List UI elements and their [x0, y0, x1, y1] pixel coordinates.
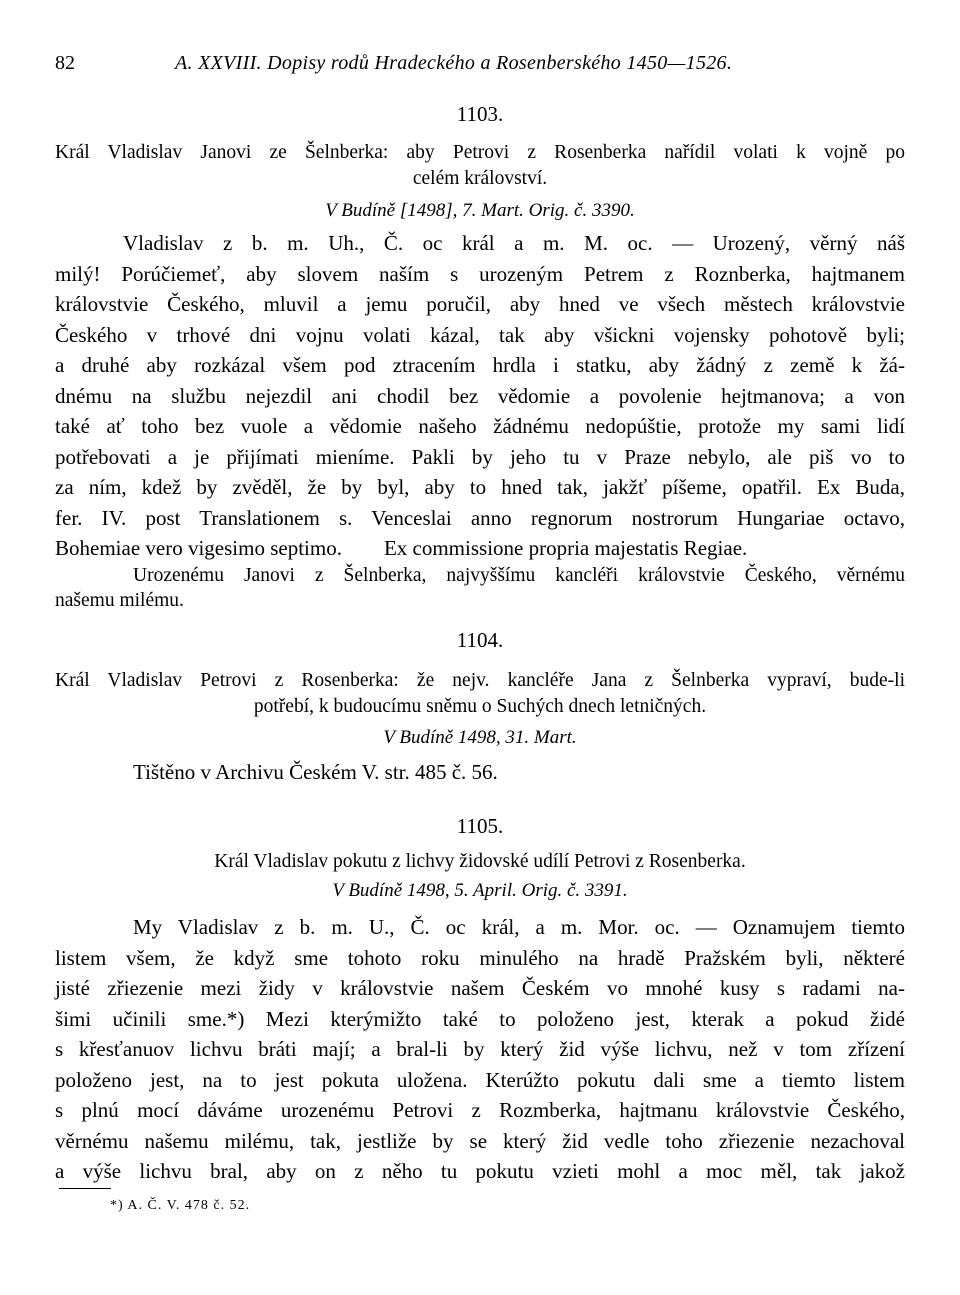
- body-line: s plnú mocí dáváme urozenému Petrovi z Rozmberka, hajtmanu královstvie Českého,: [55, 1098, 905, 1122]
- body-1103: [55, 228, 905, 564]
- date-1105: V Budíně 1498, 5. April. Orig. č. 3391.: [332, 880, 628, 901]
- date-1103: V Budíně [1498], 7. Mart. Orig. č. 3390.: [325, 200, 635, 221]
- body-line: jisté zřiezenie mezi židy v královstvie našem Českém vo mnohé kusy s radami na-: [55, 976, 905, 1000]
- address-1103: [55, 563, 905, 613]
- address-line: našemu milému.: [55, 590, 184, 611]
- body-line: také ať toho bez vuole a vědomie našeho žádnému nedopúštie, protože my sami lidí: [55, 414, 905, 438]
- page-number: 82: [55, 52, 75, 74]
- date-1104: V Budíně 1498, 31. Mart.: [383, 727, 577, 748]
- regest-line: potřebí, k budoucímu sněmu o Suchých dnech letničných.: [253, 696, 707, 717]
- entry-number-1103: 1103.: [456, 102, 504, 126]
- body-line: a druhé aby rozkázal všem pod ztracením hrdla i statku, aby žádný z země k žá-: [55, 353, 905, 377]
- body-line: fer. IV. post Translationem s. Venceslai anno regnorum nostrorum Hungariae octavo,: [55, 505, 905, 530]
- regest-1105: Král Vladislav pokutu z lichvy židovské udílí Petrovi z Rosenberka.: [214, 851, 746, 872]
- address-line: Urozenému Janovi z Šelnberka, najvyššímu kancléři královstvie Českého, věrnému: [133, 565, 905, 586]
- body-line: Vladislav z b. m. Uh., Č. oc král a m. M. oc. — Urozený, věrný náš: [123, 231, 905, 255]
- body-line: potřebovati a je přijímati mieníme. Pakli by jeho tu v Praze nebylo, ale piš vo to: [55, 444, 905, 469]
- body-1105: [55, 912, 905, 1187]
- footnote-rule: [59, 1188, 111, 1189]
- regest-line: celém království.: [412, 168, 548, 189]
- body-line: milý! Porúčiemeť, aby slovem naším s urozeným Petrem z Roznberka, hajtmanem: [55, 261, 905, 286]
- running-title: A. XXVIII. Dopisy rodů Hradeckého a Rosenberského 1450—1526.: [175, 52, 733, 74]
- body-line: královstvie Českého, mluvil a jemu poručil, aby hned ve všech městech královstvie: [55, 292, 905, 316]
- body-line: dnému na službu nejezdil ani chodil bez vědomie a povolenie hejtmanova; a von: [55, 383, 905, 408]
- body-line: Českého v trhové dni vojnu volati kázal, tak aby všickni vojensky pohotově byli;: [55, 322, 905, 347]
- print-reference-1104: Tištěno v Archivu Českém V. str. 485 č. 56.: [133, 760, 498, 784]
- body-line: Bohemiae vero vigesimo septimo. Ex commissione propria majestatis Regiae.: [55, 536, 748, 560]
- footnote: *) A. Č. V. 478 č. 52.: [110, 1198, 251, 1213]
- body-line: s křesťanuov lichvu bráti mají; a bral-li by který žid výše lichvu, než v tom zřízení: [55, 1037, 905, 1061]
- regest-line: Král Vladislav Petrovi z Rosenberka: že nejv. kancléře Jana z Šelnberka vypraví, bude-li: [55, 670, 905, 691]
- regest-1104: [55, 668, 905, 720]
- body-line: za ním, kdež by zvěděl, že by byl, aby to hned tak, jakžť píšeme, opatřil. Ex Buda,: [55, 475, 905, 499]
- body-line: položeno jest, na to jest pokuta uložena. Kterúžto pokutu dali sme a tiemto listem: [55, 1067, 905, 1092]
- running-header: [55, 52, 905, 82]
- body-line: a výše lichvu bral, aby on z něho tu pokutu vzieti mohl a moc měl, tak jakož: [55, 1159, 905, 1183]
- body-line: listem všem, že když sme tohoto roku minulého na hradě Pražském byli, některé: [55, 945, 905, 970]
- body-line: My Vladislav z b. m. U., Č. oc král, a m. Mor. oc. — Oznamujem tiemto: [133, 915, 905, 939]
- entry-number-1105: 1105.: [456, 814, 504, 838]
- entry-number-1104: 1104.: [456, 628, 504, 652]
- regest-line: Král Vladislav Janovi ze Šelnberka: aby Petrovi z Rosenberka nařídil volati k vojně po: [55, 142, 905, 163]
- body-line: věrnému našemu milému, tak, jestliže by se který žid vedle toho zřiezenie nezachoval: [55, 1128, 905, 1153]
- body-line: šimi učinili sme.*) Mezi kterýmižto také to položeno jest, kterak a pokud židé: [55, 1006, 905, 1031]
- regest-1103: [55, 140, 905, 192]
